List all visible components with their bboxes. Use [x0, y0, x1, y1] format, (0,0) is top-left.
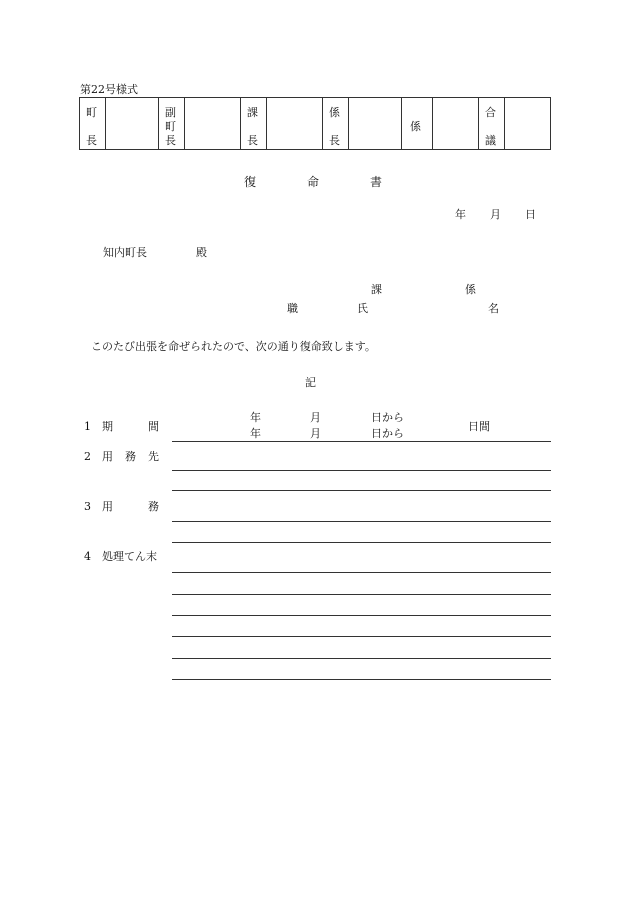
stamp-label-kakari: 係 長: [323, 98, 349, 150]
destination-line-1[interactable]: [172, 470, 551, 471]
stamp-label-gogi: 合 議: [479, 98, 505, 150]
approval-stamp-table: [79, 97, 551, 150]
destination-line-2[interactable]: [172, 490, 551, 491]
form-number: 第22号様式: [80, 83, 138, 96]
stamp-label-kakari2: 係: [402, 98, 433, 150]
stamp-box-kakari2[interactable]: [433, 98, 479, 150]
result-line-4[interactable]: [172, 636, 551, 637]
stamp-box-ka[interactable]: [267, 98, 323, 150]
stamp-box-kakari[interactable]: [349, 98, 402, 150]
stamp-label-fuku: 副 町 長: [159, 98, 185, 150]
result-line-5[interactable]: [172, 658, 551, 659]
result-line-6[interactable]: [172, 679, 551, 680]
result-line-1[interactable]: [172, 572, 551, 573]
stamp-label-ka: 課 長: [241, 98, 267, 150]
business-line-2[interactable]: [172, 542, 551, 543]
result-line-3[interactable]: [172, 615, 551, 616]
stamp-label-cho: 町 長: [80, 98, 106, 150]
stamp-box-cho[interactable]: [106, 98, 159, 150]
stamp-box-fuku[interactable]: [185, 98, 241, 150]
intro-text: このたび出張を命ぜられたので、次の通り復命致します。: [91, 340, 376, 353]
result-line-2[interactable]: [172, 594, 551, 595]
stamp-box-gogi[interactable]: [505, 98, 551, 150]
ki-label: 記: [305, 376, 316, 389]
business-line-1[interactable]: [172, 521, 551, 522]
period-line: [172, 441, 551, 442]
